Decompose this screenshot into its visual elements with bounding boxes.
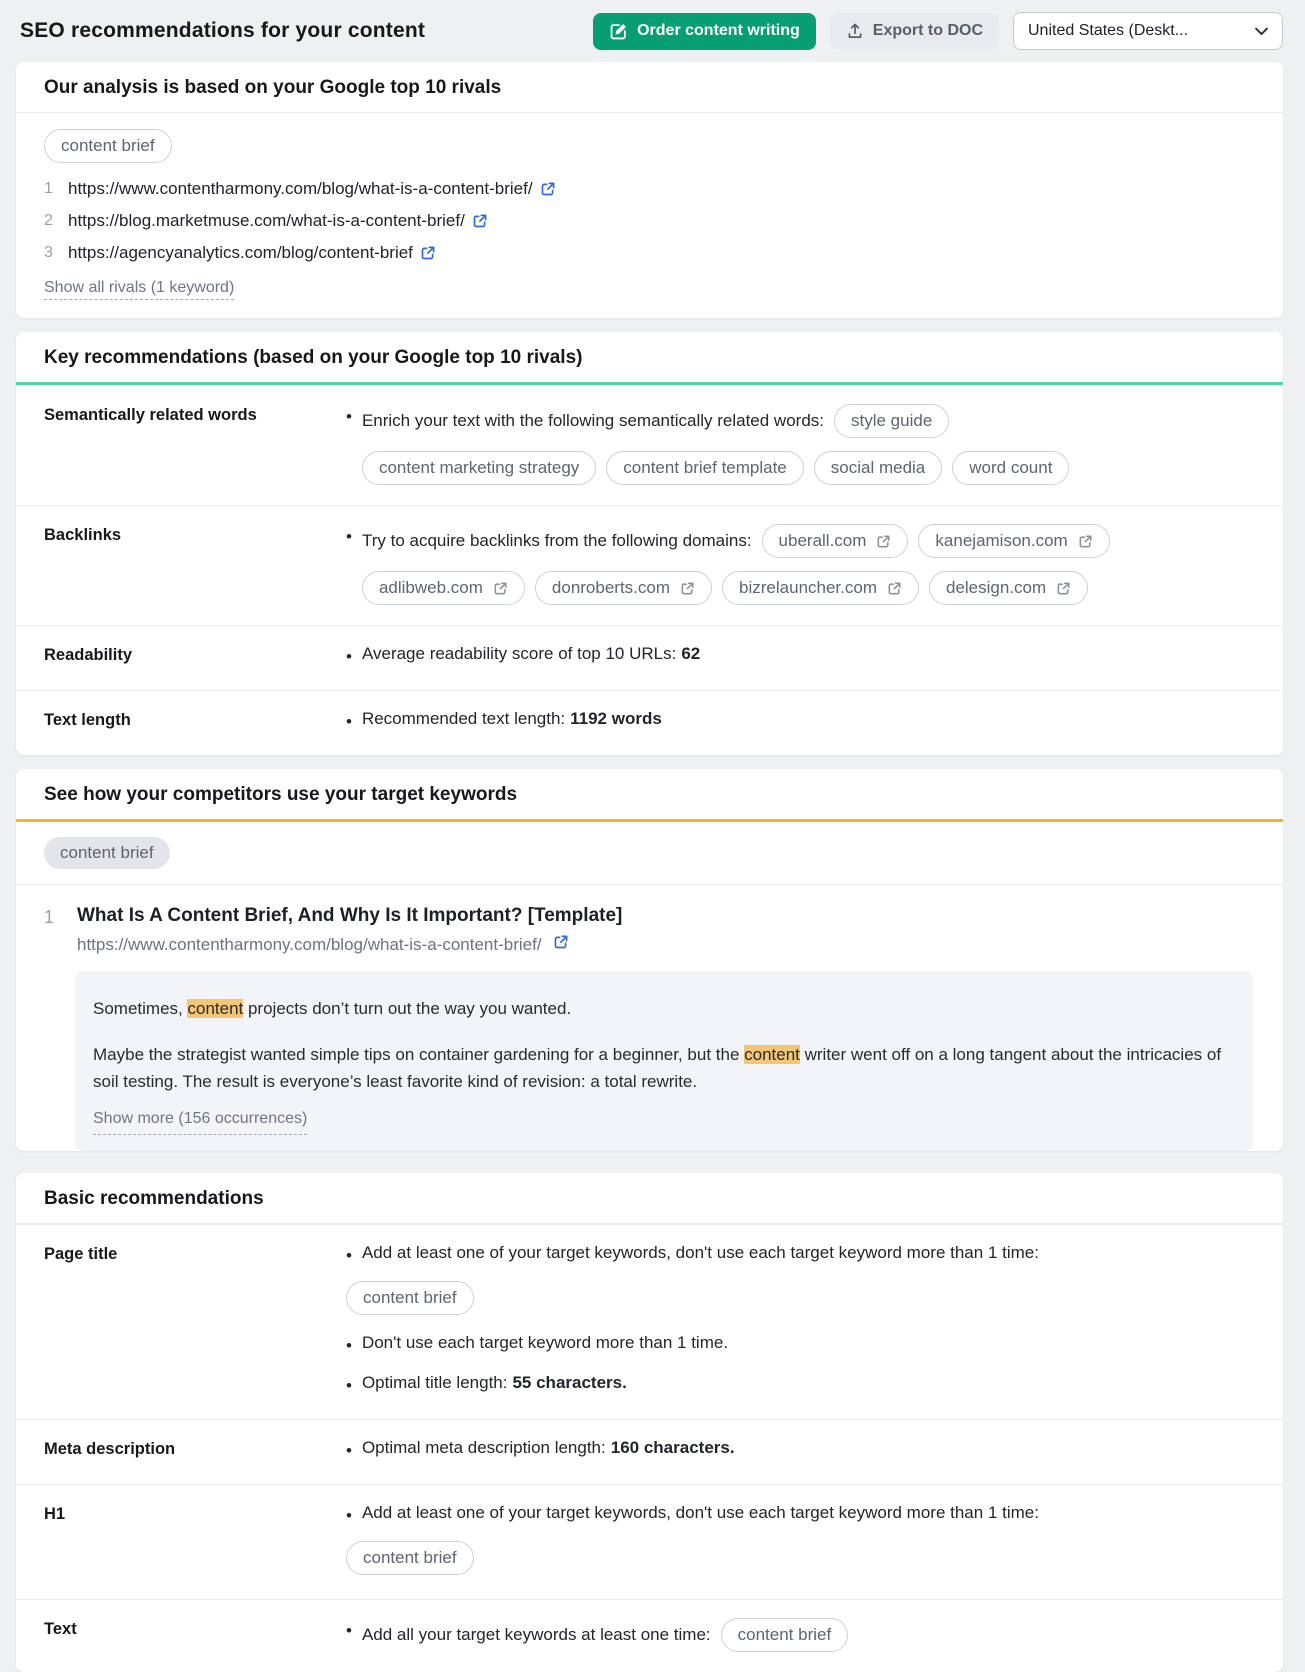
recommendation-bullet	[346, 1438, 1178, 1464]
competitor-item-main	[77, 905, 622, 955]
rivals-card	[16, 62, 1283, 318]
recommendation-text: • Add all your target keywords at least one time:	[361, 1624, 711, 1644]
rival-list	[44, 179, 1255, 263]
related-word-chip: word count	[952, 451, 1069, 485]
row-label: Backlinks	[44, 526, 122, 544]
h1-row	[16, 1484, 1283, 1599]
key-recommendations-card	[16, 332, 1283, 755]
recommendation-bullet	[346, 644, 1178, 670]
keyword-chip: content brief	[44, 129, 172, 163]
row-content	[346, 626, 1226, 690]
row-content	[346, 1600, 1226, 1672]
order-content-writing-button[interactable]: Order content writing	[593, 13, 816, 50]
rival-rank: 1	[44, 180, 53, 197]
rival-url-link[interactable]: https://agencyanalytics.com/blog/content-brief	[68, 243, 413, 262]
rivals-card-title: Our analysis is based on your Google top 10 rivals	[16, 62, 1283, 113]
recommendation-bullet	[346, 524, 1118, 605]
keyword-chip: content brief	[721, 1618, 849, 1652]
row-label: Readability	[44, 646, 133, 664]
excerpt-paragraph: Sometimes, content projects don’t turn out the way you wanted.	[93, 999, 572, 1018]
recommendation-text: • Add at least one of your target keywords, don't use each target keyword more than 1 time:	[361, 1242, 1039, 1262]
backlink-domain-chip[interactable]: delesign.com	[929, 571, 1088, 605]
related-word-chip: style guide	[834, 404, 949, 438]
competitors-card	[16, 769, 1283, 1151]
text-length-row	[16, 690, 1283, 755]
row-label: Meta description	[44, 1439, 176, 1458]
external-link-icon	[493, 581, 508, 596]
recommendation-text: • Enrich your text with the following semantically related words:	[361, 411, 824, 430]
backlinks-row	[16, 505, 1283, 625]
semantic-words-row	[16, 385, 1283, 505]
competitor-rank: 1	[44, 907, 55, 927]
recommendation-text: Optimal meta description length:	[361, 1437, 606, 1457]
topbar	[0, 0, 1305, 62]
recommendation-text: Recommended text length:	[361, 709, 566, 728]
rival-row	[44, 243, 1255, 263]
key-recommendations-title: Key recommendations (based on your Google top 10 rivals)	[16, 332, 1283, 385]
backlink-domain-chip[interactable]: kanejamison.com	[918, 524, 1109, 558]
recommendation-bullet	[346, 709, 1178, 735]
recommendation-text: Optimal title length:	[361, 1372, 508, 1392]
backlink-domain-chip[interactable]: donroberts.com	[535, 571, 712, 605]
rival-row	[44, 211, 1255, 231]
show-all-rivals-link[interactable]: Show all rivals (1 keyword)	[44, 279, 234, 300]
row-content	[346, 386, 1226, 505]
region-device-dropdown[interactable]	[1013, 12, 1283, 50]
backlink-domain-chip[interactable]: uberall.com	[762, 524, 909, 558]
backlink-domain-chip[interactable]: bizrelauncher.com	[722, 571, 919, 605]
competitor-item	[16, 885, 1283, 959]
row-label: Text length	[44, 711, 131, 729]
readability-value: 62	[681, 644, 701, 663]
competitors-card-title: See how your competitors use your target keywords	[16, 769, 1283, 822]
keyword-strip	[16, 822, 1283, 885]
excerpt-paragraph: Maybe the strategist wanted simple tips on container gardening for a beginner, but the content writer went off on a long tangent about the intricacies of soil testing. The result is everyone’s least favorite kind of revision: a total rewrite.	[93, 1044, 1222, 1092]
competitor-url-line	[77, 934, 622, 955]
highlighted-keyword: content	[187, 999, 244, 1018]
row-content	[346, 1485, 1226, 1599]
meta-length-value: 160 characters.	[610, 1437, 735, 1457]
row-label: H1	[44, 1504, 66, 1523]
recommendation-text: Average readability score of top 10 URLs:	[361, 644, 677, 663]
external-link-icon	[680, 581, 695, 596]
keyword-chip-block	[346, 1281, 1178, 1315]
related-word-chip: content brief template	[606, 451, 803, 485]
row-content	[346, 506, 1166, 625]
external-link-icon	[1078, 534, 1093, 549]
text-row	[16, 1599, 1283, 1672]
chevron-down-icon	[1255, 27, 1268, 36]
export-icon	[846, 22, 864, 40]
row-content	[346, 1225, 1226, 1419]
rivals-card-body	[16, 113, 1283, 318]
recommendation-bullet	[346, 1243, 1178, 1269]
recommendation-bullet	[346, 404, 1178, 485]
text-length-value: 1192 words	[570, 709, 662, 728]
highlighted-keyword: content	[744, 1044, 800, 1064]
compose-icon	[609, 22, 628, 41]
keyword-chip-block	[346, 1541, 1178, 1575]
competitor-url-link[interactable]: https://www.contentharmony.com/blog/what-is-a-content-brief/	[77, 935, 542, 954]
recommendation-text: • Try to acquire backlinks from the following domains:	[361, 531, 752, 550]
recommendation-text: • Add at least one of your target keywords, don't use each target keyword more than 1 time:	[361, 1502, 1039, 1522]
external-link-icon	[1056, 581, 1071, 596]
recommendation-bullet	[346, 1618, 1178, 1652]
export-to-doc-button[interactable]: Export to DOC	[830, 13, 999, 49]
external-link-icon	[876, 534, 891, 549]
external-link-icon[interactable]	[553, 934, 569, 950]
rival-url-link[interactable]: https://www.contentharmony.com/blog/what-is-a-content-brief/	[68, 179, 533, 198]
recommendation-bullet	[346, 1373, 1178, 1399]
meta-description-row	[16, 1419, 1283, 1484]
row-content	[346, 1420, 1226, 1484]
row-label: Semantically related words	[44, 406, 257, 424]
external-link-icon	[887, 581, 902, 596]
page-title-row	[16, 1224, 1283, 1419]
related-word-chip: social media	[814, 451, 943, 485]
region-device-value: United States (Deskt...	[1028, 22, 1189, 39]
recommendation-bullet	[346, 1503, 1178, 1529]
external-link-icon[interactable]	[420, 245, 436, 261]
rival-url-link[interactable]: https://blog.marketmuse.com/what-is-a-content-brief/	[68, 211, 465, 230]
row-label: Page title	[44, 1244, 118, 1263]
page-title: SEO recommendations for your content	[20, 19, 426, 42]
recommendation-text: • Don't use each target keyword more than 1 time.	[361, 1332, 729, 1352]
rival-rank: 2	[44, 212, 53, 229]
keyword-usage-excerpt	[75, 971, 1253, 1151]
backlink-domain-chip[interactable]: adlibweb.com	[362, 571, 525, 605]
topbar-actions	[593, 12, 1283, 50]
readability-row	[16, 625, 1283, 690]
row-content	[346, 691, 1226, 755]
show-more-occurrences-link[interactable]: Show more (156 occurrences)	[93, 1106, 307, 1135]
keyword-chip-selected[interactable]: content brief	[44, 837, 170, 869]
row-label: Text	[44, 1619, 77, 1638]
external-link-icon[interactable]	[472, 213, 488, 229]
rival-row	[44, 179, 1255, 199]
basic-recommendations-title: Basic recommendations	[16, 1173, 1283, 1224]
keyword-chip: content brief	[346, 1281, 474, 1315]
related-word-chip: content marketing strategy	[362, 451, 596, 485]
basic-recommendations-card	[16, 1173, 1283, 1672]
recommendation-bullet	[346, 1333, 1178, 1359]
keyword-chip: content brief	[346, 1541, 474, 1575]
rival-rank: 3	[44, 244, 53, 261]
external-link-icon[interactable]	[540, 181, 556, 197]
competitor-page-title: What Is A Content Brief, And Why Is It Important? [Template]	[77, 905, 623, 926]
title-length-value: 55 characters.	[512, 1372, 627, 1392]
